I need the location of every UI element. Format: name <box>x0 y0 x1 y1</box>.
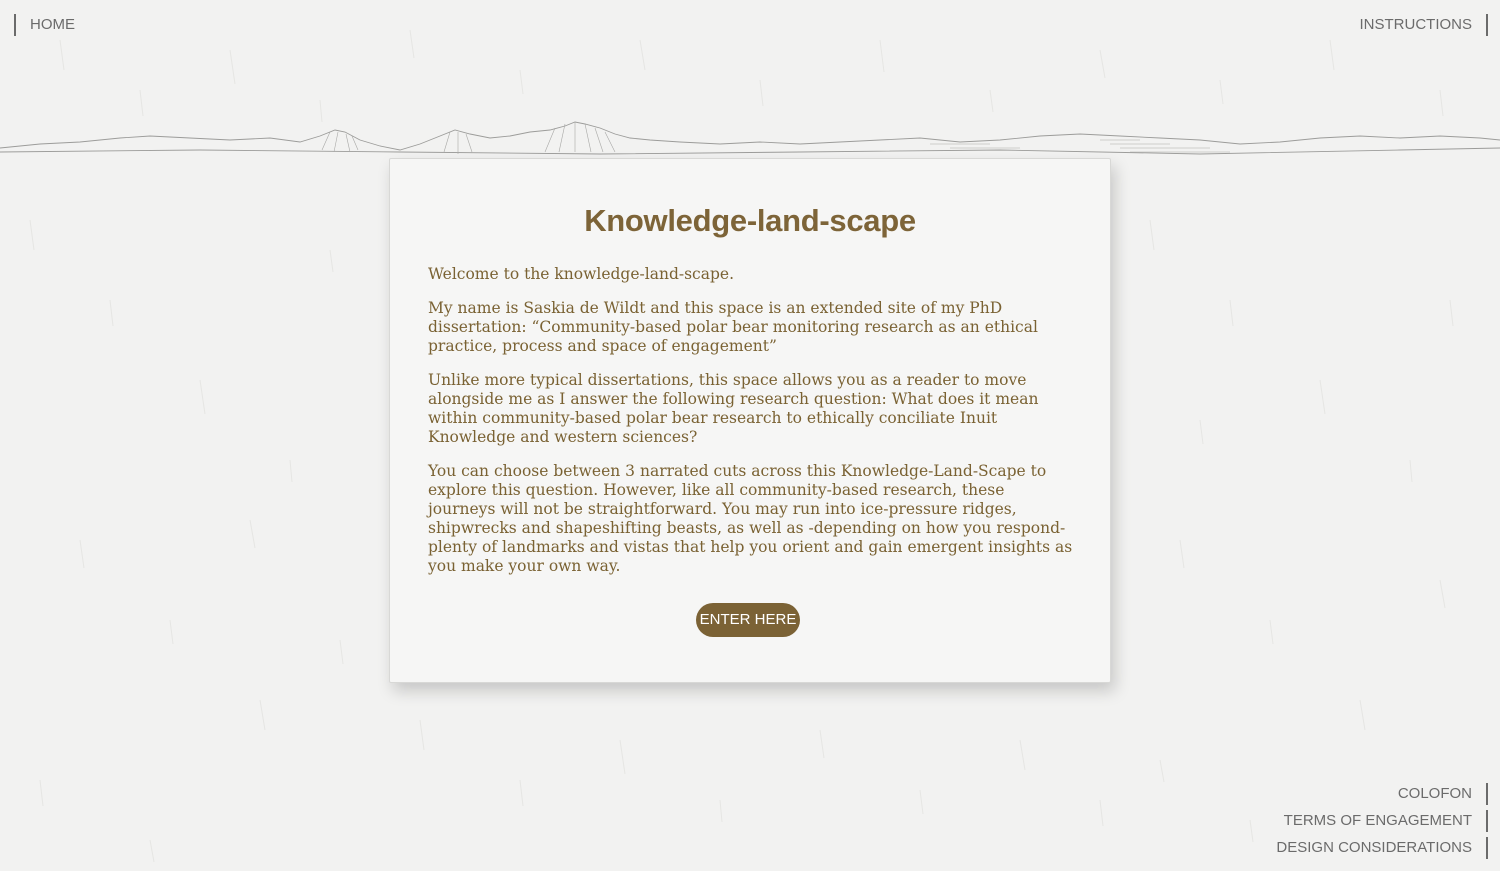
footer-design-link[interactable]: DESIGN CONSIDERATIONS <box>1276 837 1488 859</box>
footer-terms-link[interactable]: TERMS OF ENGAGEMENT <box>1284 810 1488 832</box>
intro-card <box>389 158 1111 683</box>
paragraph-narrated-cuts: You can choose between 3 narrated cuts across this Knowledge-Land-Scape to explore this question. However, like all community-based research, these journeys will not be straightforward. You may run into ice-pressure ridges, shipwrecks and shapeshifting beasts, as well as -depending on how you respond- plenty of landmarks and vistas that help you orient and gain emergent insights as you make your own way. <box>428 462 1073 575</box>
footer-colofon-link[interactable]: COLOFON <box>1398 783 1488 805</box>
nav-instructions-link[interactable]: INSTRUCTIONS <box>1360 14 1489 36</box>
intro-text <box>428 265 1074 591</box>
page-title: Knowledge-land-scape <box>584 203 916 238</box>
nav-home-link[interactable]: HOME <box>14 14 75 36</box>
enter-here-button[interactable]: ENTER HERE <box>696 603 800 637</box>
paragraph-welcome: Welcome to the knowledge-land-scape. <box>428 265 735 283</box>
paragraph-research-question: Unlike more typical dissertations, this space allows you as a reader to move alongside me as I answer the following research question: What does it mean within community-based polar bear research to ethically conciliate Inuit Knowledge and western sciences? <box>428 371 1039 446</box>
paragraph-author: My name is Saskia de Wildt and this space is an extended site of my PhD dissertation: “Community-based polar bear monitoring research as an ethical practice, process and space of engagement” <box>428 299 1038 355</box>
